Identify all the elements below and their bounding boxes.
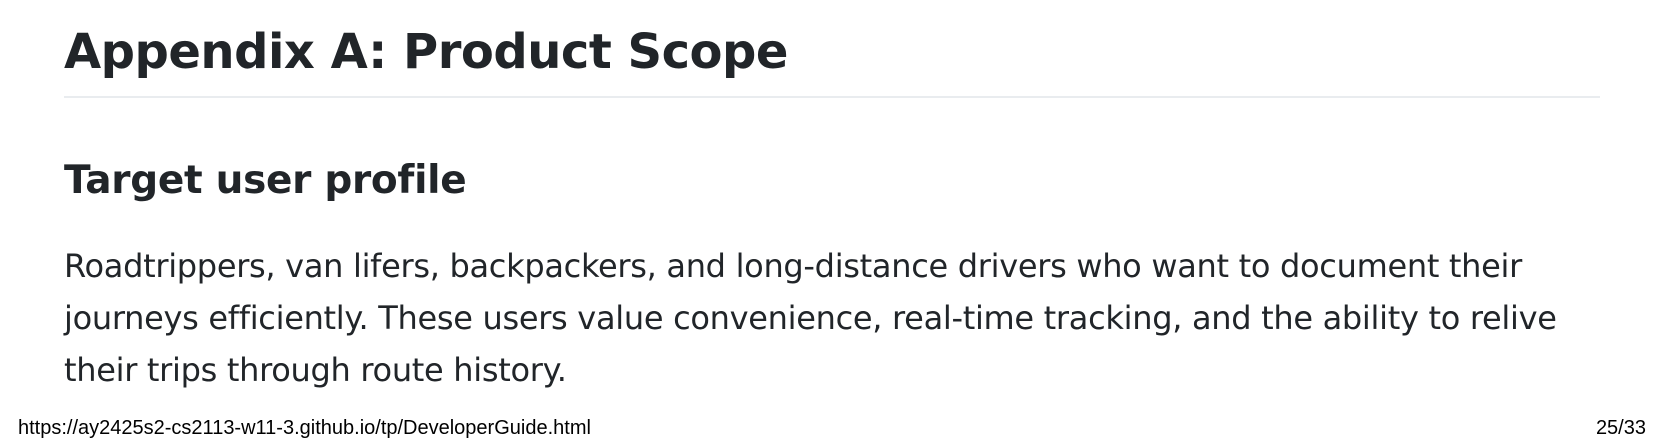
- target-user-paragraph: Roadtrippers, van lifers, backpackers, and long-distance drivers who want to document their journeys efficiently. These users value convenience, real-time tracking, and the ability to relive their trips through route history.: [64, 247, 1557, 389]
- footer-url: https://ay2425s2-cs2113-w11-3.github.io/tp/DeveloperGuide.html: [18, 417, 591, 439]
- section-heading: Target user profile: [64, 158, 467, 203]
- appendix-heading: Appendix A: Product Scope: [64, 24, 788, 80]
- heading-divider: [64, 96, 1600, 98]
- page-indicator: 25/33: [1595, 417, 1646, 439]
- print-footer: [0, 415, 1664, 438]
